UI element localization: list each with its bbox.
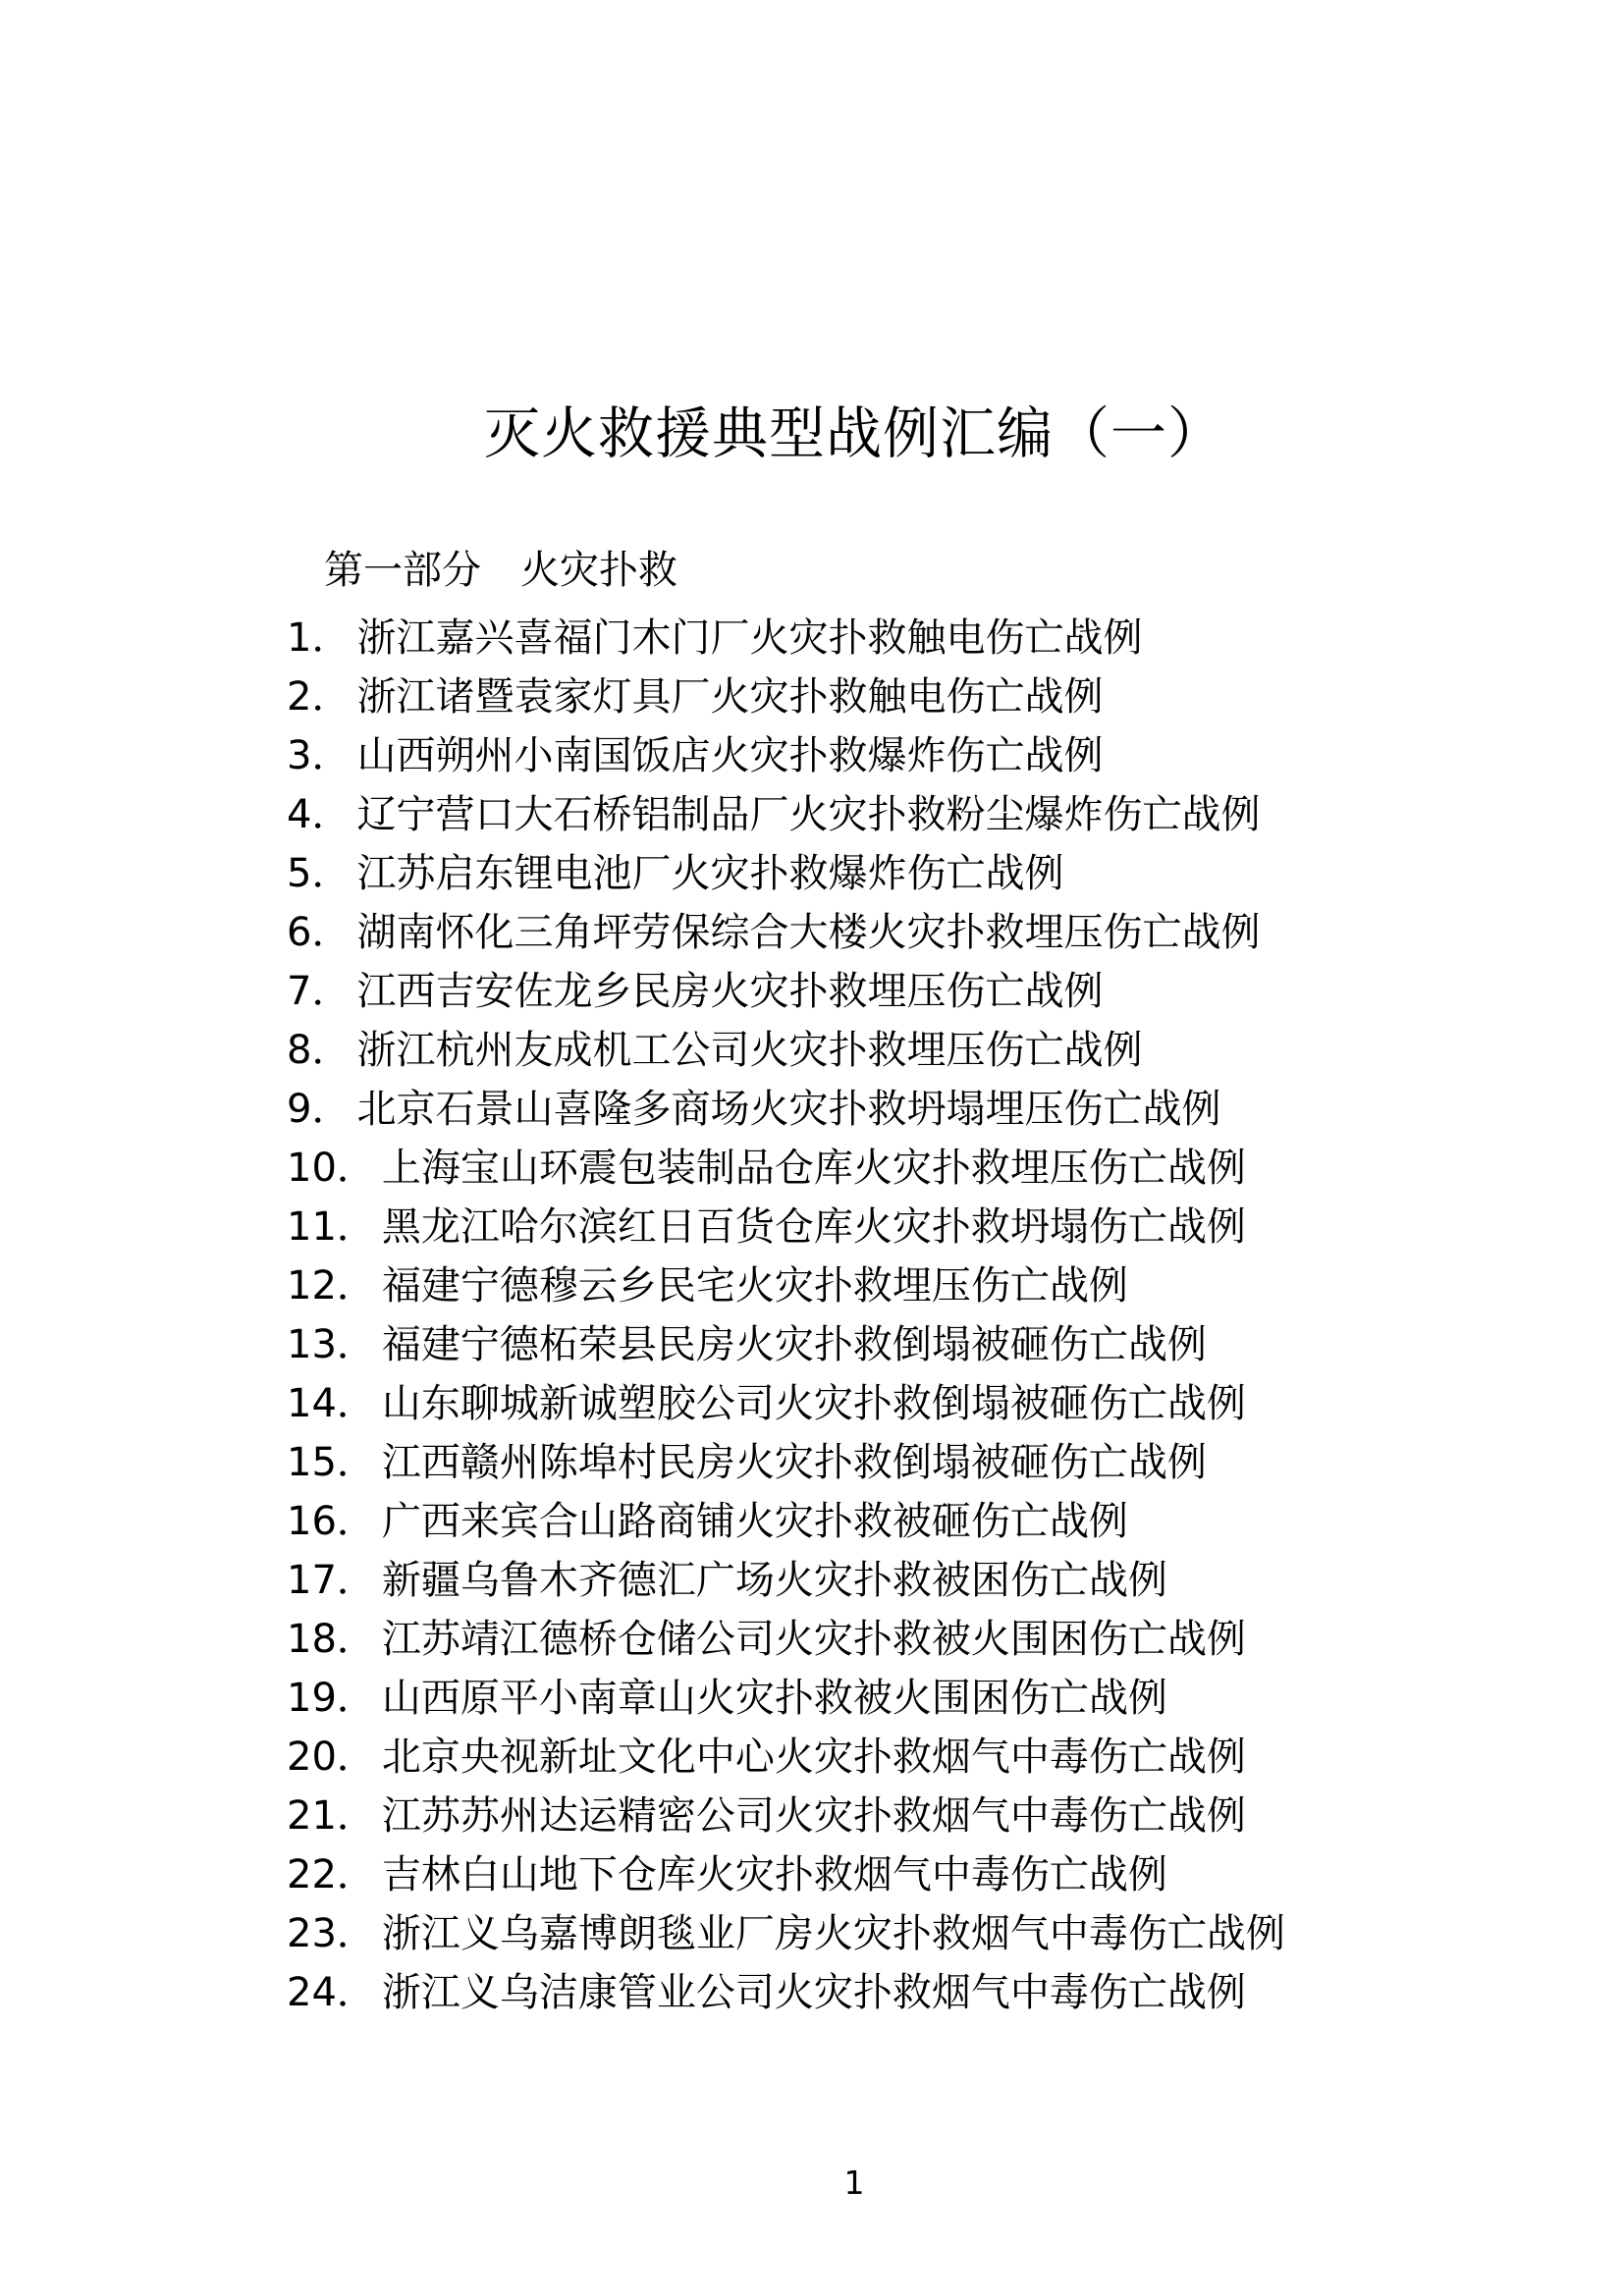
- toc-item-title: 浙江诸暨袁家灯具厂火灾扑救触电伤亡战例: [356, 674, 1104, 720]
- toc-item: [287, 1610, 1563, 1669]
- toc-item: [287, 1198, 1563, 1256]
- toc-item-title: 北京央视新址文化中心火灾扑救烟气中毒伤亡战例: [381, 1735, 1246, 1780]
- toc-item-title: 黑龙江哈尔滨红日百货仓库火灾扑救坍塌伤亡战例: [381, 1204, 1246, 1250]
- toc-item-number: 9．: [287, 1087, 352, 1132]
- toc-item-number: 3．: [287, 733, 352, 778]
- toc-item-title: 新疆乌鲁木齐德汇广场火灾扑救被困伤亡战例: [381, 1558, 1167, 1603]
- toc-item-title: 山西朔州小南国饭店火灾扑救爆炸伤亡战例: [356, 733, 1104, 778]
- toc-list: [287, 609, 1563, 2022]
- toc-item: [287, 1256, 1563, 1315]
- toc-item-number: 11．: [287, 1204, 376, 1250]
- toc-item: [287, 962, 1563, 1021]
- toc-item-title: 江苏启东锂电池厂火灾扑救爆炸伤亡战例: [356, 851, 1064, 896]
- page-number: 1: [843, 2163, 865, 2202]
- toc-item-number: 19．: [287, 1676, 376, 1721]
- toc-item-title: 浙江义乌嘉博朗毯业厂房火灾扑救烟气中毒伤亡战例: [381, 1911, 1285, 1956]
- toc-item: [287, 726, 1563, 785]
- toc-item: [287, 1787, 1563, 1845]
- toc-item: [287, 903, 1563, 962]
- toc-item: [287, 1315, 1563, 1374]
- toc-item: [287, 1139, 1563, 1198]
- toc-item-number: 4．: [287, 792, 352, 837]
- toc-item: [287, 1669, 1563, 1728]
- toc-item-number: 24．: [287, 1970, 376, 2015]
- toc-item-number: 15．: [287, 1440, 376, 1485]
- toc-item-number: 18．: [287, 1617, 376, 1662]
- toc-item-title: 江西赣州陈埠村民房火灾扑救倒塌被砸伤亡战例: [381, 1440, 1207, 1485]
- toc-item: [287, 785, 1563, 844]
- toc-item-number: 5．: [287, 851, 352, 896]
- document-title: 灭火救援典型战例汇编（一）: [484, 401, 1224, 466]
- toc-item-number: 23．: [287, 1911, 376, 1956]
- toc-item-number: 16．: [287, 1499, 376, 1544]
- toc-item-title: 浙江义乌洁康管业公司火灾扑救烟气中毒伤亡战例: [381, 1970, 1246, 2015]
- toc-item-title: 江苏靖江德桥仓储公司火灾扑救被火围困伤亡战例: [381, 1617, 1246, 1662]
- toc-item-title: 山西原平小南章山火灾扑救被火围困伤亡战例: [381, 1676, 1167, 1721]
- toc-item-title: 辽宁营口大石桥铝制品厂火灾扑救粉尘爆炸伤亡战例: [356, 792, 1261, 837]
- toc-item: [287, 1551, 1563, 1610]
- toc-item: [287, 1374, 1563, 1433]
- toc-item: [287, 1728, 1563, 1787]
- toc-item-number: 10．: [287, 1146, 376, 1191]
- toc-item: [287, 1904, 1563, 1963]
- toc-item: [287, 1433, 1563, 1492]
- toc-item: [287, 1080, 1563, 1139]
- toc-item-title: 广西来宾合山路商铺火灾扑救被砸伤亡战例: [381, 1499, 1128, 1544]
- toc-item-title: 浙江杭州友成机工公司火灾扑救埋压伤亡战例: [356, 1028, 1143, 1073]
- toc-item: [287, 1963, 1563, 2022]
- toc-item-number: 7．: [287, 969, 352, 1014]
- toc-item-number: 20．: [287, 1735, 376, 1780]
- toc-item: [287, 609, 1563, 667]
- toc-item-title: 吉林白山地下仓库火灾扑救烟气中毒伤亡战例: [381, 1852, 1167, 1897]
- toc-item-number: 13．: [287, 1322, 376, 1367]
- toc-item: [287, 1492, 1563, 1551]
- toc-item-number: 22．: [287, 1852, 376, 1897]
- toc-item-number: 8．: [287, 1028, 352, 1073]
- toc-item-title: 江西吉安佐龙乡民房火灾扑救埋压伤亡战例: [356, 969, 1104, 1014]
- toc-item-number: 21．: [287, 1793, 376, 1839]
- toc-item-number: 12．: [287, 1263, 376, 1308]
- toc-item-title: 山东聊城新诚塑胶公司火灾扑救倒塌被砸伤亡战例: [381, 1381, 1246, 1426]
- toc-item: [287, 844, 1563, 903]
- toc-item-title: 上海宝山环震包装制品仓库火灾扑救埋压伤亡战例: [381, 1146, 1246, 1191]
- toc-item: [287, 667, 1563, 726]
- toc-item-number: 14．: [287, 1381, 376, 1426]
- toc-item: [287, 1845, 1563, 1904]
- toc-item-number: 6．: [287, 910, 352, 955]
- toc-item-number: 2．: [287, 674, 352, 720]
- toc-item-title: 湖南怀化三角坪劳保综合大楼火灾扑救埋压伤亡战例: [356, 910, 1261, 955]
- toc-item-number: 1．: [287, 615, 352, 661]
- section-header: 第一部分 火灾扑救: [324, 548, 677, 593]
- toc-item-title: 浙江嘉兴喜福门木门厂火灾扑救触电伤亡战例: [356, 615, 1143, 661]
- toc-item-title: 福建宁德柘荣县民房火灾扑救倒塌被砸伤亡战例: [381, 1322, 1207, 1367]
- toc-item-title: 江苏苏州达运精密公司火灾扑救烟气中毒伤亡战例: [381, 1793, 1246, 1839]
- toc-item-number: 17．: [287, 1558, 376, 1603]
- toc-item: [287, 1021, 1563, 1080]
- toc-item-title: 北京石景山喜隆多商场火灾扑救坍塌埋压伤亡战例: [356, 1087, 1221, 1132]
- toc-item-title: 福建宁德穆云乡民宅火灾扑救埋压伤亡战例: [381, 1263, 1128, 1308]
